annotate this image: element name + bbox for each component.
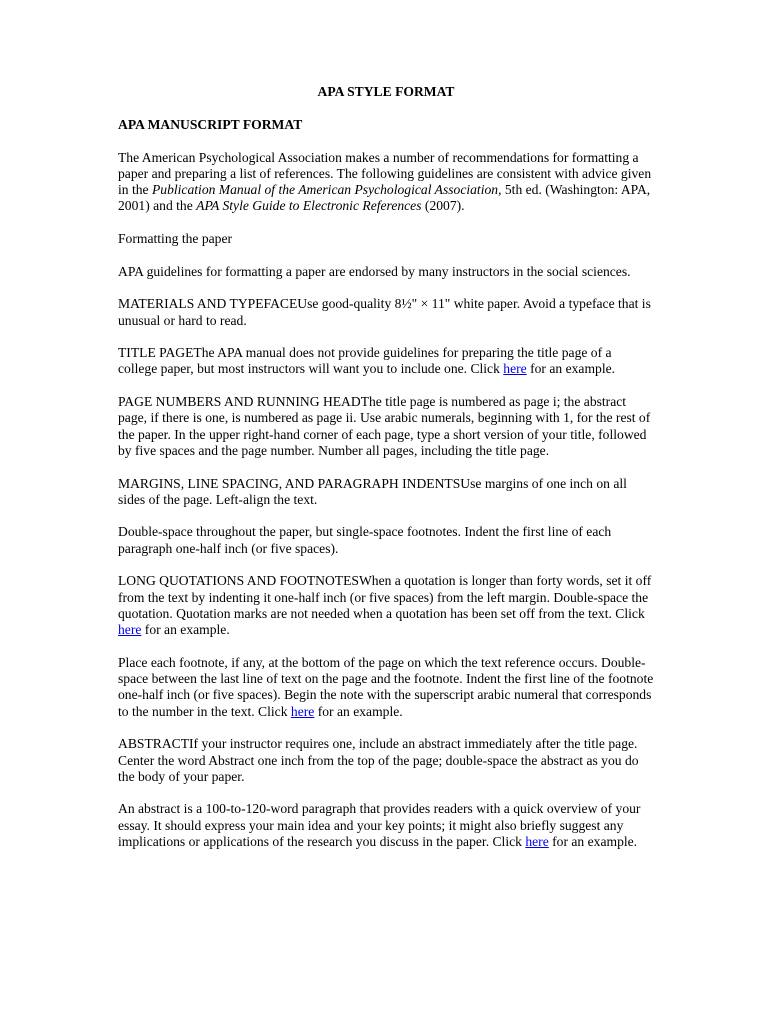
long-quotations-paragraph <box>118 573 654 638</box>
intro-text-3: (2007). <box>421 198 465 214</box>
title-page-example-link[interactable]: here <box>503 361 527 377</box>
publication-manual-title: Publication Manual of the American Psychological Association <box>151 182 499 198</box>
long-quotations-example-link[interactable]: here <box>118 622 142 638</box>
abstract-paragraph: ABSTRACTIf your instructor requires one, include an abstract immediately after the title page. Center the word Abstract one inch from the top of the page; double-space the abstract as you do the body of your paper. <box>118 736 639 784</box>
footnote-paragraph <box>118 655 654 720</box>
title-page-paragraph <box>118 345 654 378</box>
page-numbers-paragraph: PAGE NUMBERS AND RUNNING HEADThe title page is numbered as page i; the abstract page, if there is one, is numbered as page ii. Use arabic numerals, beginning with 1, for the rest of the paper. In the upper right-hand corner of each page, type a short version of your title, followed by five spaces and the page number. Number all pages, including the title page. <box>118 394 651 458</box>
long-quotations-text-end: for an example. <box>141 622 230 638</box>
long-quotations-text: LONG QUOTATIONS AND FOOTNOTESWhen a quotation is longer than forty words, set it off from the text by indenting it one-half inch (or five spaces) from the left margin. Double-space the quotation. Quotation marks are not needed when a quotation has been set off from the text. Click <box>118 573 652 621</box>
footnote-text: Place each footnote, if any, at the bottom of the page on which the text reference occurs. Double-space between the last line of text on the page and the footnote. Indent the first line of the footnote one-half inch (or five spaces). Begin the note with the superscript arabic numeral that corresponds to the number in the text. Click <box>118 654 654 719</box>
abstract-description-text: An abstract is a 100-to-120-word paragraph that provides readers with a quick overview of your essay. It should express your main idea and your key points; it might also briefly suggest any implications or applications of the research you discuss in the paper. Click <box>118 801 641 850</box>
intro-paragraph <box>118 150 654 215</box>
document-title: APA STYLE FORMAT <box>317 84 455 99</box>
materials-paragraph: MATERIALS AND TYPEFACEUse good-quality 8½" × 11" white paper. Avoid a typeface that is unusual or hard to read. <box>118 296 651 328</box>
document-subtitle: APA MANUSCRIPT FORMAT <box>118 117 303 133</box>
title-page-text: TITLE PAGEThe APA manual does not provide guidelines for preparing the title page of a college paper, but most instructors will want you to include one. Click <box>118 345 612 377</box>
footnote-example-link[interactable]: here <box>290 703 315 719</box>
document-page <box>118 84 654 867</box>
abstract-description-text-end: for an example. <box>548 834 638 850</box>
intro-text-2: , 5th ed. (Washington: APA, 2001) and the <box>118 182 651 214</box>
intro-text-1: The American Psychological Association makes a number of recommendations for formatting a paper and preparing a list of references. The following guidelines are consistent with advice given in the <box>118 149 652 198</box>
margins-paragraph: MARGINS, LINE SPACING, AND PARAGRAPH INDENTSUse margins of one inch on all sides of the page. Left-align the text. <box>118 475 627 507</box>
title-page-text-end: for an example. <box>526 361 616 377</box>
abstract-description-paragraph <box>118 801 654 850</box>
footnote-text-end: for an example. <box>314 703 403 719</box>
abstract-example-link[interactable]: here <box>525 834 549 850</box>
section-heading: Formatting the paper <box>118 231 233 247</box>
guidelines-paragraph: APA guidelines for formatting a paper are endorsed by many instructors in the social sciences. <box>118 263 631 279</box>
style-guide-title: APA Style Guide to Electronic References <box>196 198 422 214</box>
double-space-paragraph: Double-space throughout the paper, but single-space footnotes. Indent the first line of each paragraph one-half inch (or five spaces). <box>118 524 612 556</box>
